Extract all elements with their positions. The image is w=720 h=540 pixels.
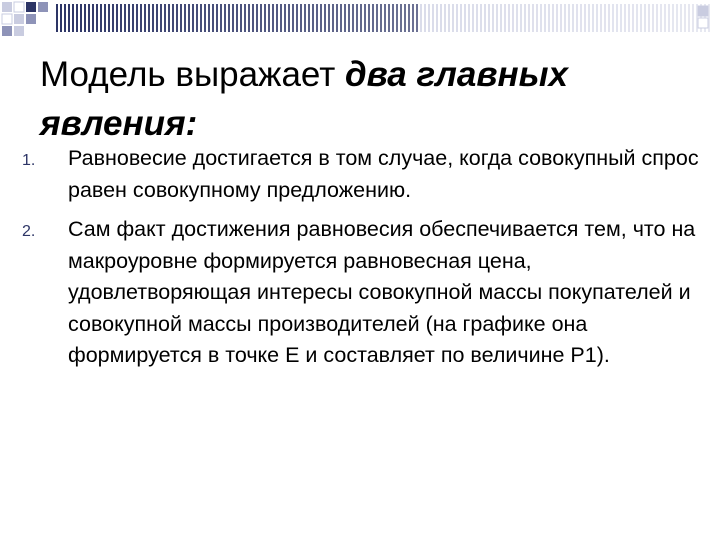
stripe [668,4,670,32]
stripe [348,4,350,32]
stripe [604,4,606,32]
checker-square [2,26,12,36]
stripe [204,4,206,32]
stripe [436,4,438,32]
stripe [660,4,662,32]
stripe [508,4,510,32]
stripe [272,4,274,32]
stripe [492,4,494,32]
stripe [80,4,82,32]
stripe [356,4,358,32]
stripe [160,4,162,32]
stripe [480,4,482,32]
title-plain: Модель выражает [40,55,345,94]
stripe [624,4,626,32]
stripe [112,4,114,32]
stripe [92,4,94,32]
stripe [132,4,134,32]
stripe [548,4,550,32]
stripe [324,4,326,32]
stripe [140,4,142,32]
checker-square [2,14,12,24]
stripe [124,4,126,32]
checker-square [698,18,708,28]
stripe [540,4,542,32]
title-emphasis: два главных явления: [40,55,569,143]
stripe [252,4,254,32]
stripe [524,4,526,32]
stripe [552,4,554,32]
stripe [276,4,278,32]
stripe [64,4,66,32]
stripe [676,4,678,32]
stripe [164,4,166,32]
stripe [420,4,422,32]
stripe [184,4,186,32]
stripe [60,4,62,32]
stripe [88,4,90,32]
stripe [648,4,650,32]
stripe [576,4,578,32]
stripe [612,4,614,32]
stripe [468,4,470,32]
stripe [488,4,490,32]
stripe [372,4,374,32]
stripe [504,4,506,32]
stripe [360,4,362,32]
stripe [464,4,466,32]
stripe [220,4,222,32]
stripe [556,4,558,32]
stripe [408,4,410,32]
stripe [476,4,478,32]
stripe [172,4,174,32]
list-item-text: Сам факт достижения равновесия обеспечивается тем, что на макроуровне формируется равновесная цена, удовлетворяющая интересы совокупной массы покупателей и совокупной массы производителей (на графике она формируется в точке Е и составляет по величине Р1). [68,217,696,367]
stripe [580,4,582,32]
stripe [176,4,178,32]
stripe [388,4,390,32]
stripe [564,4,566,32]
stripe [500,4,502,32]
stripe [188,4,190,32]
checker-square [14,14,24,24]
stripe [168,4,170,32]
checker-square [2,2,12,12]
stripe [264,4,266,32]
stripe [240,4,242,32]
stripe [380,4,382,32]
stripe [232,4,234,32]
stripe [656,4,658,32]
stripe [344,4,346,32]
stripe [152,4,154,32]
checker-square [38,2,48,12]
numbered-list [0,143,720,380]
stripe [76,4,78,32]
stripe [352,4,354,32]
stripe [248,4,250,32]
slide-title [40,50,700,148]
stripe [68,4,70,32]
stripe [568,4,570,32]
stripe [116,4,118,32]
stripe [72,4,74,32]
stripe [440,4,442,32]
stripe [228,4,230,32]
stripe [628,4,630,32]
stripe [452,4,454,32]
stripe [496,4,498,32]
list-item-text: Равновесие достигается в том случае, когда совокупный спрос равен совокупному предложению. [68,146,699,202]
checker-square [14,2,24,12]
stripe [120,4,122,32]
stripe [364,4,366,32]
stripe [108,4,110,32]
checker-band-decoration [0,0,720,40]
stripe [236,4,238,32]
stripe [376,4,378,32]
stripe [608,4,610,32]
stripe [392,4,394,32]
stripe [56,4,58,32]
stripe [620,4,622,32]
stripe [432,4,434,32]
stripe [684,4,686,32]
stripe [224,4,226,32]
stripe [632,4,634,32]
stripe [588,4,590,32]
list-item [0,214,720,372]
stripe [520,4,522,32]
stripe [400,4,402,32]
stripe [96,4,98,32]
stripe [104,4,106,32]
stripe [448,4,450,32]
stripe [664,4,666,32]
stripe [304,4,306,32]
list-item-number: 1. [22,152,36,169]
checker-square [26,14,36,24]
stripe [308,4,310,32]
stripe [428,4,430,32]
stripe [640,4,642,32]
stripe [424,4,426,32]
stripe [416,4,418,32]
stripe [136,4,138,32]
stripe [312,4,314,32]
stripe [560,4,562,32]
checker-band-graphic [0,0,720,40]
stripe [216,4,218,32]
stripe [156,4,158,32]
stripe [328,4,330,32]
stripe [316,4,318,32]
stripe [512,4,514,32]
stripe [584,4,586,32]
list-item [0,143,720,206]
checker-square [26,2,36,12]
stripe [600,4,602,32]
stripe [100,4,102,32]
stripe [368,4,370,32]
checker-square [14,26,24,36]
stripe [336,4,338,32]
stripe [148,4,150,32]
stripe [256,4,258,32]
stripe [484,4,486,32]
stripe [144,4,146,32]
stripe [692,4,694,32]
stripe [260,4,262,32]
stripe [456,4,458,32]
stripe [288,4,290,32]
stripe [212,4,214,32]
stripe [592,4,594,32]
stripe [196,4,198,32]
stripe [296,4,298,32]
stripe [616,4,618,32]
stripe [636,4,638,32]
stripe [244,4,246,32]
stripe [180,4,182,32]
stripe [84,4,86,32]
stripe [532,4,534,32]
stripe [680,4,682,32]
stripe [268,4,270,32]
stripe [396,4,398,32]
stripe [596,4,598,32]
stripe [284,4,286,32]
stripe [516,4,518,32]
stripe-band [56,4,710,32]
stripe [536,4,538,32]
stripe [544,4,546,32]
stripe [444,4,446,32]
stripe [472,4,474,32]
stripe [340,4,342,32]
stripe [128,4,130,32]
stripe [652,4,654,32]
checker-square [698,6,708,16]
stripe [192,4,194,32]
stripe [280,4,282,32]
stripe [644,4,646,32]
list-item-number: 2. [22,223,36,240]
stripe [460,4,462,32]
stripe [412,4,414,32]
stripe [292,4,294,32]
stripe [572,4,574,32]
stripe [404,4,406,32]
stripe [200,4,202,32]
stripe [672,4,674,32]
stripe [332,4,334,32]
stripe [688,4,690,32]
stripe [320,4,322,32]
stripe [384,4,386,32]
stripe [300,4,302,32]
stripe [528,4,530,32]
stripe [208,4,210,32]
